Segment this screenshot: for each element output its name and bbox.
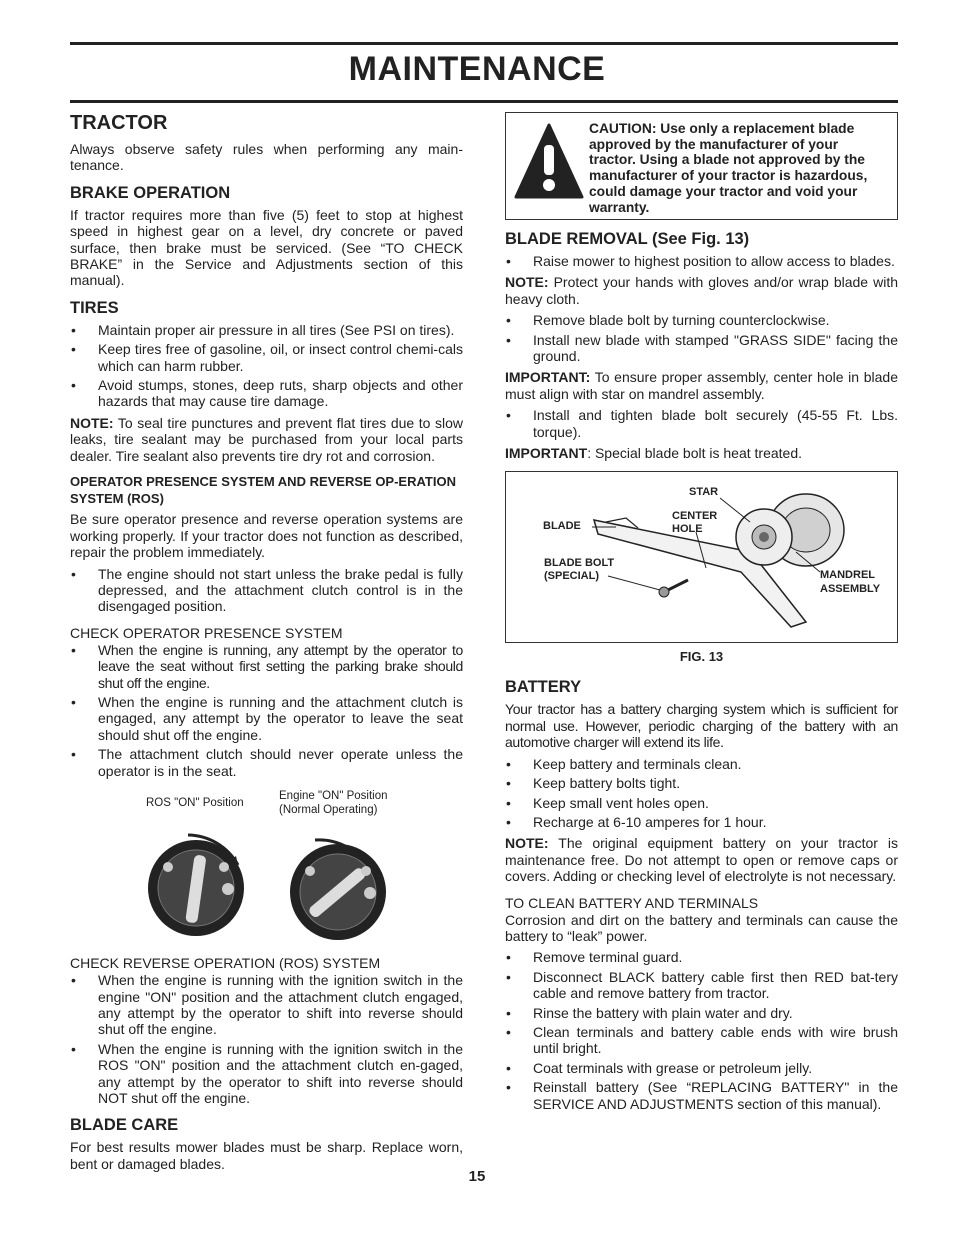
note-text: Protect your hands with gloves and/or wrap blade with heavy cloth. — [505, 274, 898, 307]
brake-heading: BRAKE OPERATION — [70, 183, 231, 202]
section-title-tractor: TRACTOR — [70, 112, 168, 134]
check-ops-title: CHECK OPERATOR PRESENCE SYSTEM — [70, 624, 343, 641]
label-blade: BLADE — [543, 520, 581, 533]
top-rule — [70, 42, 898, 45]
list-item: • Keep battery and terminals clean. — [505, 756, 898, 772]
list-item: • Install and tighten blade bolt securely (45-55 Ft. Lbs. torque). — [505, 407, 898, 440]
list-item: • The attachment clutch should never operate unless the operator is in the seat. — [70, 746, 463, 779]
right-column — [505, 112, 898, 1117]
blade-care-text: For best results mower blades must be sharp. Replace worn, bent or damaged blades. — [70, 1139, 463, 1172]
list-item: • Keep small vent holes open. — [505, 795, 898, 811]
ignition-switch-illustration — [70, 785, 463, 945]
ros-on-label: ROS "ON" Position — [146, 797, 244, 810]
label-mandrel-2: ASSEMBLY — [820, 583, 881, 596]
left-column — [70, 108, 463, 1177]
warning-triangle-icon — [514, 121, 584, 201]
list-item: • Rinse the battery with plain water and dry. — [505, 1005, 898, 1021]
tires-heading: TIRES — [70, 298, 119, 317]
tractor-intro: Always observe safety rules when performing any main-tenance. — [70, 141, 463, 174]
caution-body: Use only a replacement blade approved by the manufacturer of your tractor. Using a blade not approved by the manufacturer of your tractor is hazardous, could damage your tractor and void your warranty. — [589, 121, 868, 215]
list-item: • Remove blade bolt by turning counterclockwise. — [505, 312, 898, 328]
check-ros-list — [70, 972, 463, 1106]
list-item: • Clean terminals and battery cable ends with wire brush until bright. — [505, 1024, 898, 1057]
ignition-switch-icon — [70, 785, 463, 945]
list-item: • Maintain proper air pressure in all tires (See PSI on tires). — [70, 322, 463, 338]
caution-box — [505, 112, 898, 220]
label-star: STAR — [689, 486, 719, 499]
page-number: 15 — [468, 1168, 486, 1185]
blade-removal-note — [505, 274, 898, 307]
label-blade-bolt-2: (SPECIAL) — [544, 570, 599, 583]
battery-list-2 — [505, 949, 898, 1112]
check-ops-list — [70, 642, 463, 779]
blade-removal-important — [505, 369, 898, 402]
tires-note — [70, 415, 463, 464]
list-item: • When the engine is running, any attempt by the operator to leave the seat without first setting the parking brake should shut off the engine. — [70, 642, 463, 691]
important-label: IMPORTANT — [505, 445, 588, 462]
list-item: • When the engine is running and the attachment clutch is engaged, any attempt by the operator to leave the seat should shut off the engine. — [70, 694, 463, 743]
list-item: • Remove terminal guard. — [505, 949, 898, 965]
caution-label: CAUTION: — [589, 121, 657, 136]
blade-removal-list-1 — [505, 253, 898, 269]
label-blade-bolt-1: BLADE BOLT — [544, 557, 615, 570]
list-item: • Reinstall battery (See “REPLACING BATTERY" in the SERVICE AND ADJUSTMENTS section of this manual). — [505, 1079, 898, 1112]
page-title: MAINTENANCE — [348, 50, 606, 88]
important-text: : Special blade bolt is heat treated. — [587, 445, 802, 462]
list-item: • Avoid stumps, stones, deep ruts, sharp objects and other hazards that may cause tire damage. — [70, 377, 463, 410]
list-item: • Disconnect BLACK battery cable first then RED bat-tery cable and remove battery from tractor. — [505, 969, 898, 1002]
blade-removal-list-2 — [505, 312, 898, 364]
list-item: • When the engine is running with the ignition switch in the ROS "ON" position and the attachment clutch en-gaged, any attempt by the operator to shift into reverse should NOT shut off the engine. — [70, 1041, 463, 1107]
list-item: • Keep battery bolts tight. — [505, 775, 898, 791]
list-item: • Raise mower to highest position to allow access to blades. — [505, 253, 898, 269]
clean-battery-title: TO CLEAN BATTERY AND TERMINALS — [505, 894, 759, 911]
blade-removal-important-2 — [505, 445, 898, 461]
engine-on-label: Engine "ON" Position — [279, 790, 388, 803]
list-item: • When the engine is running with the ignition switch in the engine "ON" position and the attachment clutch engaged, any attempt by the operator to shift into reverse should shut off the engine. — [70, 972, 463, 1038]
note-label: NOTE: — [505, 274, 549, 291]
check-ros-title: CHECK REVERSE OPERATION (ROS) SYSTEM — [70, 955, 381, 972]
title-underline — [70, 100, 898, 103]
blade-care-heading: BLADE CARE — [70, 1116, 179, 1135]
brake-text: If tractor requires more than five (5) feet to stop at highest speed in highest gear on a level, dry concrete or paved surface, then brake must be serviced. (See “TO CHECK BRAKE” in the Service and Adjustments section of this manual). — [70, 206, 463, 289]
note-text: To seal tire punctures and prevent flat tires due to slow leaks, tire sealant may be purchased from your local parts dealer. Tire sealant also prevents tire dry rot and corrosion. — [70, 414, 463, 464]
tires-list — [70, 322, 463, 410]
list-item: • Coat terminals with grease or petroleum jelly. — [505, 1060, 898, 1076]
list-item: • Recharge at 6-10 amperes for 1 hour. — [505, 814, 898, 830]
blade-removal-list-3 — [505, 407, 898, 440]
figure-13 — [505, 471, 898, 643]
caution-text — [589, 121, 871, 215]
ops-heading: OPERATOR PRESENCE SYSTEM AND REVERSE OP-ERATION SYSTEM (ROS) — [70, 474, 456, 507]
important-label: IMPORTANT: — [505, 369, 591, 386]
note-label: NOTE: — [505, 835, 549, 852]
figure-caption: FIG. 13 — [679, 649, 724, 665]
ops-list — [70, 566, 463, 615]
list-item: • Keep tires free of gasoline, oil, or insect control chemi-cals which can harm rubber. — [70, 341, 463, 374]
important-text: To ensure proper assembly, center hole in blade must align with star on mandrel assembly. — [505, 369, 898, 402]
blade-removal-heading: BLADE REMOVAL (See Fig. 13) — [505, 230, 750, 248]
battery-list-1 — [505, 756, 898, 831]
label-center-hole-2: HOLE — [672, 523, 703, 536]
list-item: • Install new blade with stamped "GRASS SIDE" facing the ground. — [505, 332, 898, 365]
label-mandrel-1: MANDREL — [820, 569, 875, 582]
note-label: NOTE: — [70, 414, 114, 431]
label-center-hole-1: CENTER — [672, 510, 718, 523]
ops-text: Be sure operator presence and reverse operation systems are working properly. If your tractor does not function as described, repair the problem immediately. — [70, 511, 463, 561]
list-item: • The engine should not start unless the brake pedal is fully depressed, and the attachment clutch control is in the disengaged position. — [70, 566, 463, 615]
note-text: The original equipment battery on your tractor is maintenance free. Do not attempt to open or remove caps or covers. Adding or checking level of electrolyte is not necessary. — [505, 835, 898, 885]
battery-text: Your tractor has a battery charging system which is sufficient for normal use. However, periodic charging of the battery with an automotive charger will extend its life. — [505, 701, 898, 751]
battery-note — [505, 835, 898, 884]
clean-battery-text: Corrosion and dirt on the battery and terminals can cause the battery to “leak” power. — [505, 911, 898, 944]
battery-heading: BATTERY — [505, 678, 582, 697]
engine-on-sublabel: (Normal Operating) — [279, 804, 378, 817]
